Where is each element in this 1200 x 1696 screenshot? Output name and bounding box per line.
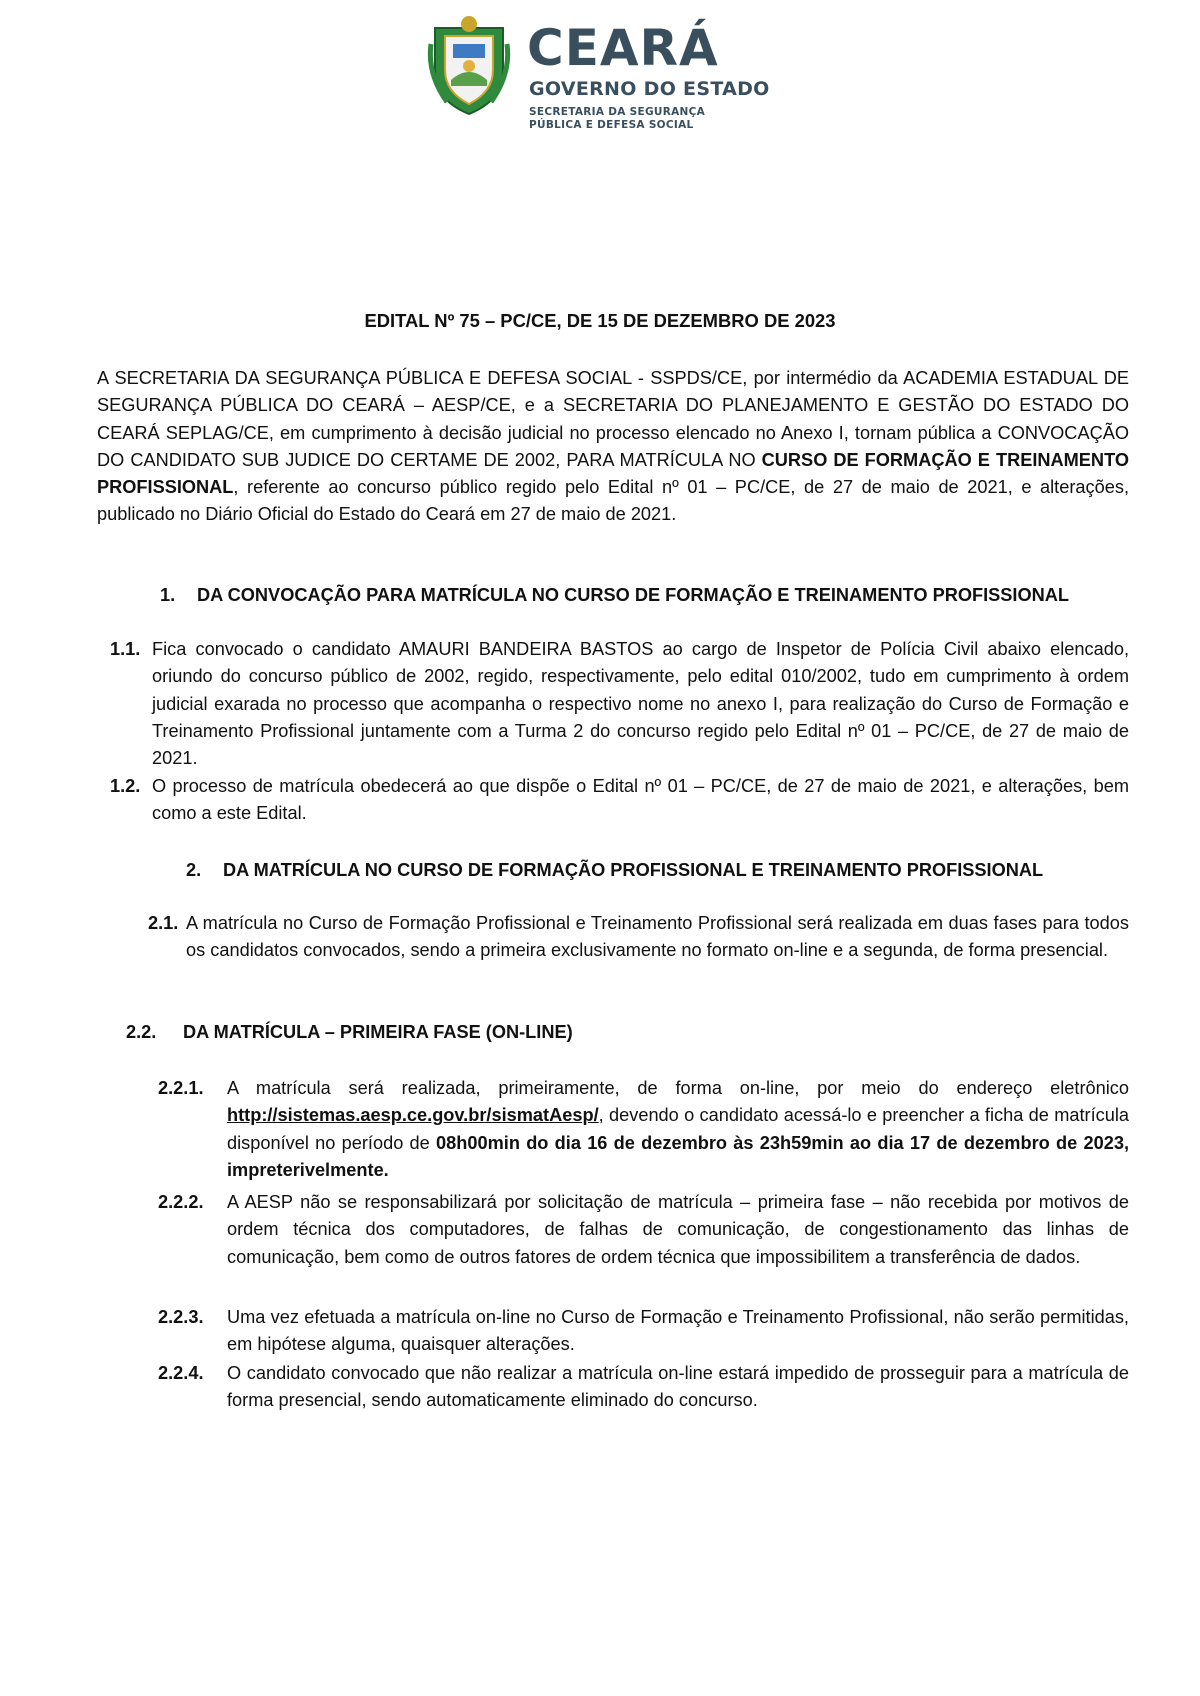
department-line-2: PÚBLICA E DEFESA SOCIAL <box>529 119 694 131</box>
item-2-2-1-text <box>227 1075 1129 1184</box>
item-1-2-number: 1.2. <box>110 776 141 796</box>
aesp-registration-link[interactable]: http://sistemas.aesp.ce.gov.br/sismatAesp/ <box>227 1105 599 1126</box>
item-2-2-4-text: O candidato convocado que não realizar a matrícula on-line estará impedido de prosseguir para a matrícula de forma presencial, sendo automaticamente eliminado do concurso. <box>227 1363 1129 1411</box>
item-2-2-1-text-b: , devendo o candidato acessá-lo e preencher a ficha de matrícula disponível no período de <box>227 1105 1129 1153</box>
section-1-heading: DA CONVOCAÇÃO PARA MATRÍCULA NO CURSO DE FORMAÇÃO E TREINAMENTO PROFISSIONAL <box>197 585 1069 605</box>
item-2-1-number: 2.1. <box>148 913 179 933</box>
department-name <box>529 106 705 132</box>
intro-paragraph <box>97 365 1129 529</box>
brand-title: CEARÁ <box>527 19 719 77</box>
item-2-1-text: A matrícula no Curso de Formação Profissional e Treinamento Profissional será realizada em duas fases para todos os candidatos convocados, sendo a primeira exclusivamente no formato on-line e a segunda, de forma presencial. <box>186 913 1129 961</box>
item-2-2-1-deadline: 08h00min do dia 16 de dezembro às 23h59min ao dia 17 de dezembro de 2023, impreterivelmente. <box>227 1132 1130 1180</box>
section-2-number: 2. <box>186 860 202 880</box>
item-2-2-3-number: 2.2.3. <box>158 1307 204 1327</box>
item-2-2-2-number: 2.2.2. <box>158 1192 204 1212</box>
brand-subtitle: GOVERNO DO ESTADO <box>529 78 770 100</box>
section-1-number: 1. <box>160 585 176 605</box>
item-2-2-3-text: Uma vez efetuada a matrícula on-line no Curso de Formação e Treinamento Profissional, não serão permitidas, em hipótese alguma, quaisquer alterações. <box>227 1307 1129 1355</box>
item-1-1-text: Fica convocado o candidato AMAURI BANDEIRA BASTOS ao cargo de Inspetor de Polícia Civil abaixo elencado, oriundo do concurso público de 2002, regido, respectivamente, pelo edital 010/2002, tudo em cumprimento à ordem judicial exarada no processo que acompanha o respectivo nome no anexo I, para realização do Curso de Formação e Treinamento Profissional juntamente com a Turma 2 do concurso regido pelo Edital nº 01 – PC/CE, de 27 de maio de 2021. <box>152 639 1129 769</box>
ceara-logo <box>425 14 785 134</box>
document-title: EDITAL Nº 75 – PC/CE, DE 15 DE DEZEMBRO DE 2023 <box>364 310 836 331</box>
intro-text-bold: CURSO DE FORMAÇÃO E TREINAMENTO PROFISSIONAL <box>97 449 1129 498</box>
item-1-1-number: 1.1. <box>110 639 141 659</box>
coat-of-arms-icon <box>425 14 513 118</box>
item-2-2-4-number: 2.2.4. <box>158 1363 204 1383</box>
subsection-2-2-heading: DA MATRÍCULA – PRIMEIRA FASE (ON-LINE) <box>183 1022 573 1042</box>
subsection-2-2-number: 2.2. <box>126 1022 157 1042</box>
item-2-2-1-text-a: A matrícula será realizada, primeiramente, de forma on-line, por meio do endereço eletrônico <box>227 1078 1129 1098</box>
section-2-heading: DA MATRÍCULA NO CURSO DE FORMAÇÃO PROFISSIONAL E TREINAMENTO PROFISSIONAL <box>223 860 1044 880</box>
item-2-2-1-number: 2.2.1. <box>158 1078 204 1098</box>
item-1-2-text: O processo de matrícula obedecerá ao que dispõe o Edital nº 01 – PC/CE, de 27 de maio de 2021, e alterações, bem como a este Edital. <box>152 776 1129 824</box>
department-line-1: SECRETARIA DA SEGURANÇA <box>529 106 706 118</box>
item-2-2-2-text: A AESP não se responsabilizará por solicitação de matrícula – primeira fase – não recebida por motivos de ordem técnica dos computadores, de falhas de comunicação, de congestionamento das linhas de comunicação, bem como de outros fatores de ordem técnica que impossibilitem a transferência de dados. <box>227 1192 1129 1267</box>
intro-text-c: , referente ao concurso público regido pelo Edital nº 01 – PC/CE, de 27 de maio de 2021, e alterações, publicado no Diário Oficial do Estado do Ceará em 27 de maio de 2021. <box>97 477 1129 525</box>
intro-text-a: A SECRETARIA DA SEGURANÇA PÚBLICA E DEFESA SOCIAL - SSPDS/CE, por intermédio da ACADEMIA ESTADUAL DE SEGURANÇA PÚBLICA DO CEARÁ – AESP/CE, e a SECRETARIA DO PLANEJAMENTO E GESTÃO DO ESTADO DO CEARÁ SEPLAG/CE, em cumprimento à decisão judicial no processo elencado no Anexo I, tornam pública a CONVOCAÇÃO DO CANDIDATO SUB JUDICE DO CERTAME DE 2002, PARA MATRÍCULA NO <box>97 368 1129 470</box>
